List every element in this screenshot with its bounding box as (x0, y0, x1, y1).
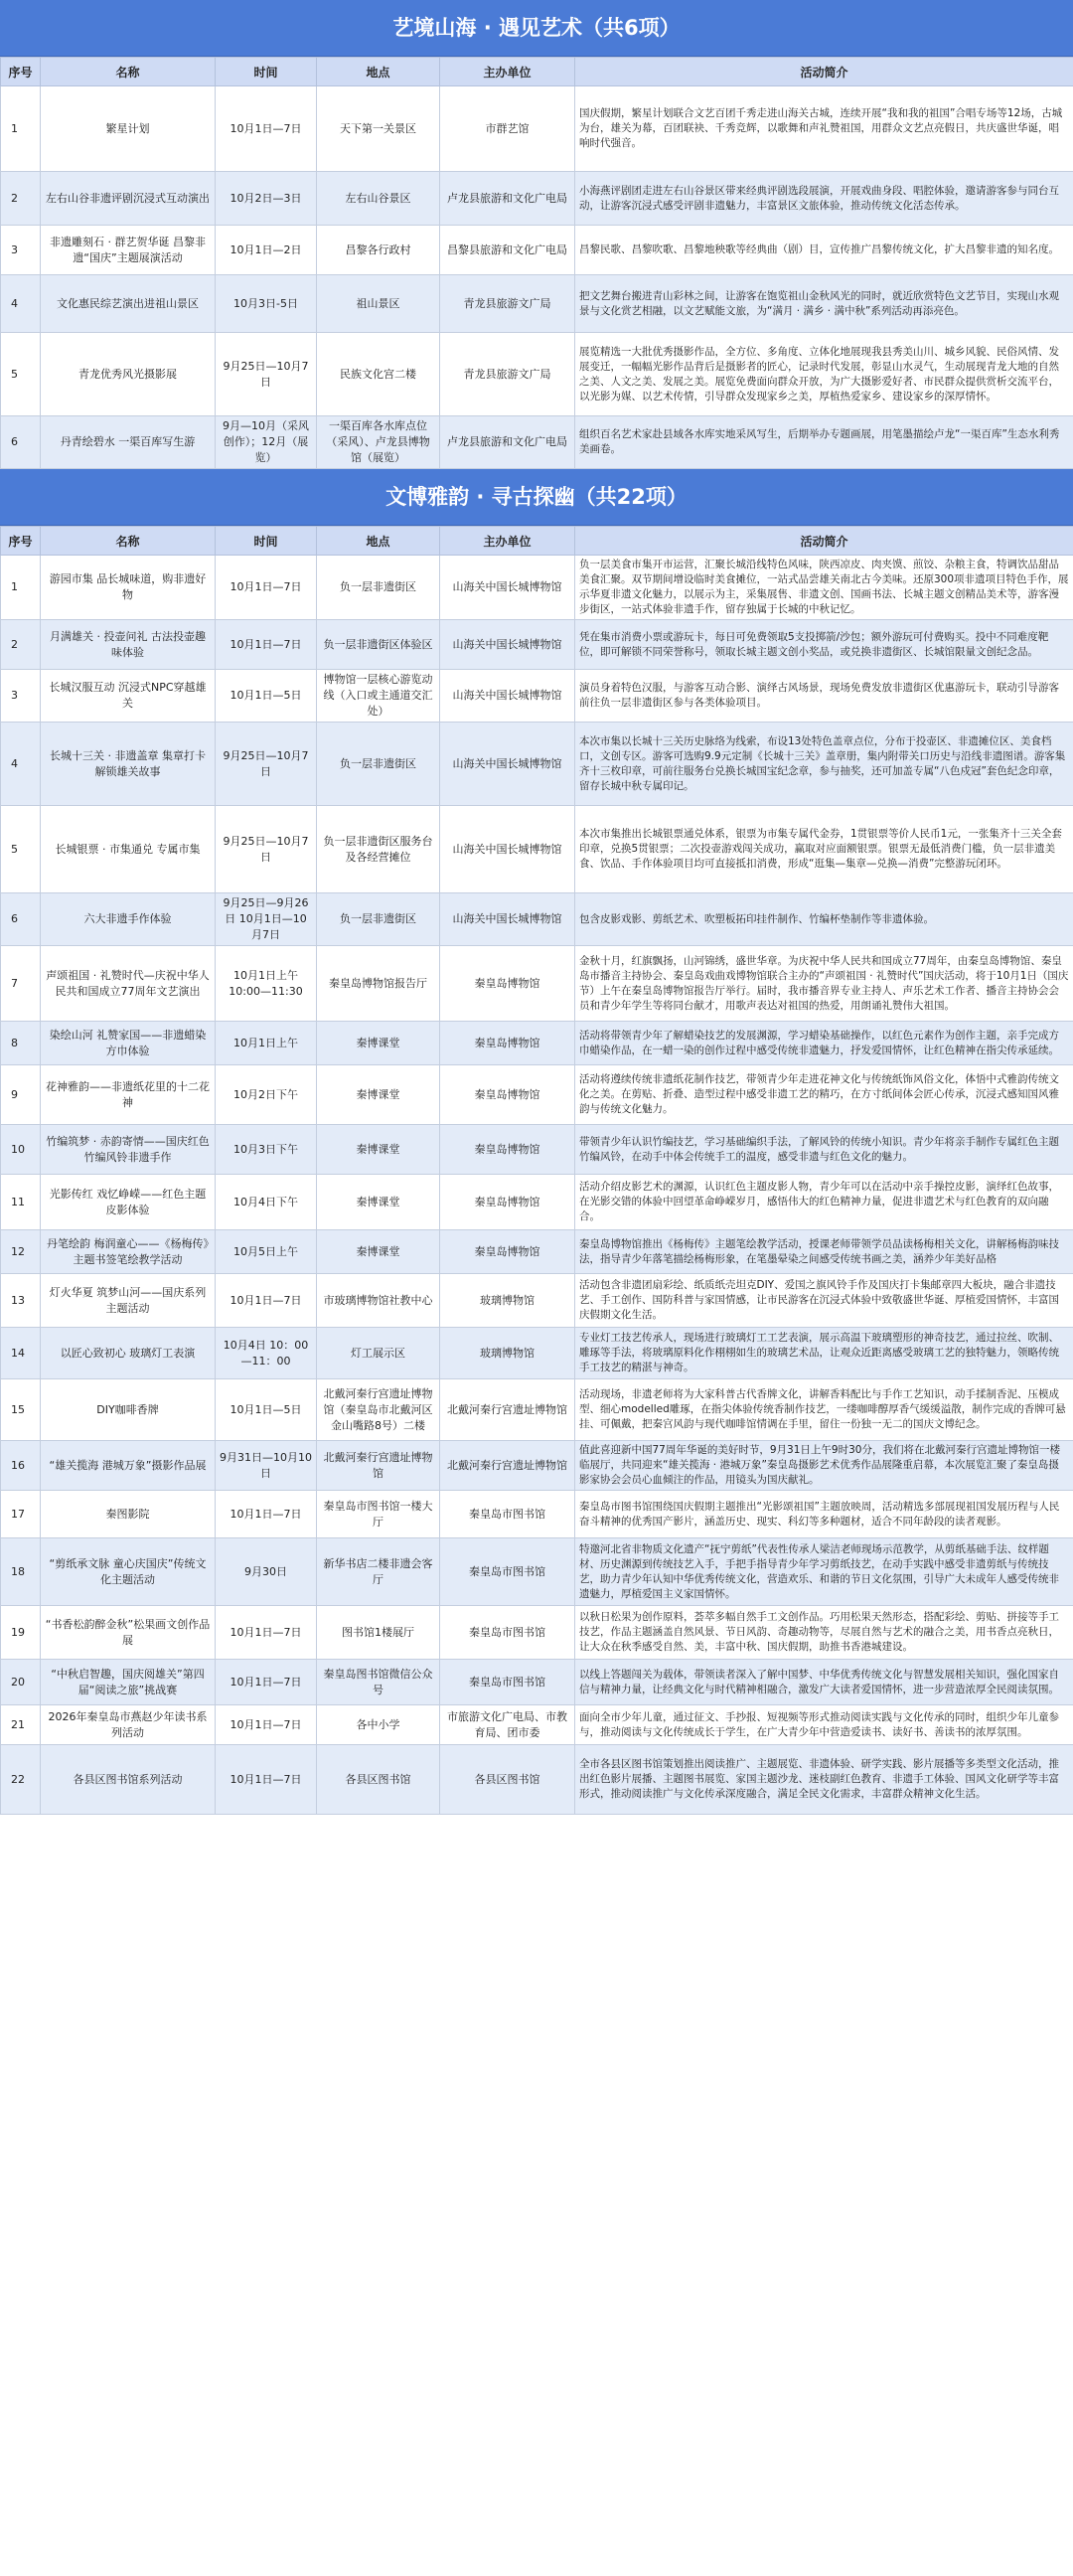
table-row (1, 1022, 1073, 1065)
table-row (1, 226, 1073, 275)
cell-index: 10 (1, 1125, 41, 1175)
cell-organizer: 山海关中国长城博物馆 (440, 893, 575, 946)
table-row (1, 1491, 1073, 1538)
cell-index: 5 (1, 806, 41, 893)
cell-name: 秦图影院 (41, 1491, 216, 1538)
table-row (1, 1274, 1073, 1328)
table-row (1, 1175, 1073, 1230)
cell-time: 10月1日—7日 (216, 1660, 317, 1705)
table-row (1, 1606, 1073, 1660)
cell-index: 4 (1, 275, 41, 333)
cell-time: 9月25日—10月7日 (216, 723, 317, 806)
cell-venue: 秦博课堂 (317, 1022, 440, 1065)
cell-name: “剪纸承文脉 童心庆国庆”传统文化主题活动 (41, 1538, 216, 1606)
cell-organizer: 秦皇岛博物馆 (440, 1230, 575, 1274)
cell-index: 3 (1, 226, 41, 275)
cell-index: 8 (1, 1022, 41, 1065)
table-row (1, 1538, 1073, 1606)
table-row (1, 333, 1073, 416)
cell-index: 2 (1, 172, 41, 226)
cell-time: 10月1日—7日 (216, 1491, 317, 1538)
cell-description: 活动现场，非遗老师将为大家科普古代香牌文化，讲解香料配比与手作工艺知识，动手揉制香泥、压模成型、细心modelled雕琢，在指尖体验传统香制作技艺，一缕咖啡醇厚香气缓缓溢散，制作完成的香牌可悬挂、可佩戴，把秦宫风韵与现代咖啡馆情调在手里，留住一份独一无二的国庆文博纪念。 (575, 1379, 1073, 1441)
cell-organizer: 秦皇岛市图书馆 (440, 1660, 575, 1705)
cell-name: 丹青绘碧水 一渠百库写生游 (41, 416, 216, 469)
cell-description: 活动将遵续传统非遗纸花制作技艺，带领青少年走进花神文化与传统纸饰风俗文化，体悟中式雅韵传统文化之美。在剪贴、折叠、造型过程中感受非遗工艺的精巧，在方寸纸间体会匠心传承，沉浸式感知国风雅韵与传统文化魅力。 (575, 1065, 1073, 1125)
cell-time: 10月3日下午 (216, 1125, 317, 1175)
cell-time: 10月1日上午 (216, 1022, 317, 1065)
cell-name: 染绘山河 礼赞家国——非遗蜡染方巾体验 (41, 1022, 216, 1065)
table-row (1, 670, 1073, 723)
cell-organizer: 山海关中国长城博物馆 (440, 723, 575, 806)
section-2-title: 文博雅韵 · 寻古探幽（共22项） (0, 469, 1073, 526)
cell-description: 全市各县区图书馆策划推出阅读推广、主题展览、非遗体验、研学实践、影片展播等多类型文化活动，推出红色影片展播、主题图书展览、家国主题沙龙、迷枝副红色教育、非遗手工体验、国风文化研学等丰富形式，推动阅读推广与文化传承深度融合，满足全民文化需求，丰富群众精神文化生活。 (575, 1745, 1073, 1815)
cell-name: “中秋启智趣，国庆阅雄关”第四届“阅读之旅”挑战赛 (41, 1660, 216, 1705)
cell-index: 1 (1, 556, 41, 620)
col-index-header: 序号 (1, 58, 41, 86)
col-name-header: 名称 (41, 58, 216, 86)
table-row (1, 1230, 1073, 1274)
cell-name: 青龙优秀风光摄影展 (41, 333, 216, 416)
cell-time: 10月4日 10：00—11：00 (216, 1328, 317, 1379)
cell-description: 活动包含非遗团扇彩绘、纸质纸壳坦克DIY、爱国之旗风铃手作及国庆打卡集邮章四大板块，融合非遗技艺、手工创作、国防科普与家国情感，让市民游客在沉浸式体验中致敬盛世华诞、厚植爱国情怀，丰富国庆假期文化生活。 (575, 1274, 1073, 1328)
col-organizer-header: 主办单位 (440, 58, 575, 86)
cell-description: 国庆假期，繁星计划联合文艺百团千秀走进山海关古城，连续开展“我和我的祖国”合唱专场等12场，古城为台，雄关为幕，百团联袂、千秀竞辉，以歌舞和声礼赞祖国，用群众文艺点亮假日，共庆盛世华诞，唱响时代强音。 (575, 86, 1073, 172)
cell-organizer: 山海关中国长城博物馆 (440, 556, 575, 620)
cell-organizer: 秦皇岛市图书馆 (440, 1606, 575, 1660)
cell-description: 组织百名艺术家赴县域各水库实地采风写生，后期举办专题画展，用笔墨描绘卢龙“一渠百库”生态水利秀美画卷。 (575, 416, 1073, 469)
table-row (1, 1125, 1073, 1175)
cell-organizer: 各县区图书馆 (440, 1745, 575, 1815)
cell-name: 六大非遗手作体验 (41, 893, 216, 946)
cell-index: 3 (1, 670, 41, 723)
cell-index: 12 (1, 1230, 41, 1274)
cell-index: 6 (1, 893, 41, 946)
cell-description: 把文艺舞台搬进青山彩林之间，让游客在饱览祖山金秋风光的同时，就近欣赏特色文艺节目，实现山水观景与文化赏艺相融，以文艺赋能文旅，为“满月 · 满乡 · 满中秋”系列活动再添亮色。 (575, 275, 1073, 333)
cell-index: 18 (1, 1538, 41, 1606)
cell-organizer: 北戴河秦行宫遗址博物馆 (440, 1379, 575, 1441)
cell-venue: 博物馆一层核心游览动线（入口或主通道交汇处） (317, 670, 440, 723)
cell-description: 负一层美食市集开市运营，汇聚长城沿线特色风味，陕西凉皮、肉夹馍、煎饺、杂粮主食，特调饮品甜品美食汇聚。双节期间增设临时美食摊位，一站式品尝雄关南北古今美味。还原300项非遗项目特色手作，展示华夏非遗文化魅力，以展示为主，采集展售、非遗文创、国画书法、长城主题文创精品美术等，游客漫步街区，一站式体验非遗手作，留存独属于长城的中秋记忆。 (575, 556, 1073, 620)
cell-organizer: 玻璃博物馆 (440, 1328, 575, 1379)
cell-organizer: 秦皇岛博物馆 (440, 1022, 575, 1065)
cell-organizer: 山海关中国长城博物馆 (440, 806, 575, 893)
cell-description: 带领青少年认识竹编技艺，学习基础编织手法，了解风铃的传统小知识。青少年将亲手制作专属红色主题竹编风铃，在动手中体会传统手工的温度，感受非遗与红色文化的魅力。 (575, 1125, 1073, 1175)
table-row (1, 620, 1073, 670)
table-row (1, 416, 1073, 469)
section-1-title: 艺境山海 · 遇见艺术（共6项） (0, 0, 1073, 57)
col-name-header: 名称 (41, 527, 216, 556)
cell-time: 9月30日 (216, 1538, 317, 1606)
cell-organizer: 卢龙县旅游和文化广电局 (440, 172, 575, 226)
cell-description: 以秋日松果为创作原料，荟萃多幅自然手工文创作品。巧用松果天然形态，搭配彩绘、剪贴、拼接等手工技艺，作品主题涵盖自然风景、节日风韵、奇趣动物等，尽展自然与艺术的融合之美，用书香点亮秋日，让大众在秋季感受自然、美，丰富中秋、国庆假期，助推书香港城建设。 (575, 1606, 1073, 1660)
cell-index: 4 (1, 723, 41, 806)
table-row (1, 86, 1073, 172)
cell-description: 本次市集以长城十三关历史脉络为线索，布设13处特色盖章点位，分布于投壶区、非遗摊位区、美食档口，文创专区。游客可选购9.9元定制《长城十三关》盖章册，集内附带关口历史与沿线非遗图谱。游客集齐十三枚印章，可前往服务台兑换长城国宝纪念章，参与抽奖，还可加盖专属“八色戍冠”套色纪念印章，留存长城中秋专属印记。 (575, 723, 1073, 806)
cell-description: 秦皇岛市图书馆围绕国庆假期主题推出“光影颂祖国”主题放映周，活动精选多部展现祖国发展历程与人民奋斗精神的优秀国产影片，涵盖历史、现实、科幻等多种题材，适合不同年龄段的读者观影。 (575, 1491, 1073, 1538)
cell-organizer: 昌黎县旅游和文化广电局 (440, 226, 575, 275)
cell-organizer: 山海关中国长城博物馆 (440, 620, 575, 670)
table-row (1, 946, 1073, 1022)
cell-name: 光影传红 戏忆峥嵘——红色主题皮影体验 (41, 1175, 216, 1230)
cell-organizer: 北戴河秦行宫遗址博物馆 (440, 1441, 575, 1491)
cell-organizer: 秦皇岛博物馆 (440, 1175, 575, 1230)
cell-venue: 祖山景区 (317, 275, 440, 333)
cell-organizer: 市旅游文化广电局、市教育局、团市委 (440, 1705, 575, 1745)
cell-time: 9月25日—10月7日 (216, 333, 317, 416)
cell-venue: 民族文化宫二楼 (317, 333, 440, 416)
cell-index: 1 (1, 86, 41, 172)
table-row (1, 556, 1073, 620)
cell-time: 10月1日—7日 (216, 1745, 317, 1815)
cell-venue: 天下第一关景区 (317, 86, 440, 172)
cell-name: 各县区图书馆系列活动 (41, 1745, 216, 1815)
cell-index: 21 (1, 1705, 41, 1745)
cell-time: 10月2日下午 (216, 1065, 317, 1125)
cell-index: 15 (1, 1379, 41, 1441)
cell-time: 10月1日—5日 (216, 1379, 317, 1441)
table-row (1, 893, 1073, 946)
table-row (1, 1065, 1073, 1125)
cell-name: 左右山谷非遗评剧沉浸式互动演出 (41, 172, 216, 226)
section-2-header-row (1, 527, 1073, 556)
cell-time: 10月5日上午 (216, 1230, 317, 1274)
cell-index: 11 (1, 1175, 41, 1230)
cell-name: 花神雅韵——非遗纸花里的十二花神 (41, 1065, 216, 1125)
table-row (1, 1660, 1073, 1705)
cell-venue: 负一层非遗街区服务台及各经营摊位 (317, 806, 440, 893)
cell-organizer: 青龙县旅游文广局 (440, 275, 575, 333)
cell-venue: 北戴河秦行宫遗址博物馆 (317, 1441, 440, 1491)
cell-description: 凭在集市消费小票或游玩卡，每日可免费领取5支投掷箭/沙包；额外游玩可付费购买。投中不同难度靶位，即可解锁不同荣誉称号，领取长城主题文创小奖品，或兑换非遗街区、长城馆限量文创纪念品。 (575, 620, 1073, 670)
cell-venue: 左右山谷景区 (317, 172, 440, 226)
cell-venue: 一渠百库各水库点位（采风）、卢龙县博物馆（展览） (317, 416, 440, 469)
section-1-header-row (1, 58, 1073, 86)
cell-index: 2 (1, 620, 41, 670)
cell-name: “雄关揽海 港城万象”摄影作品展 (41, 1441, 216, 1491)
cell-description: 专业灯工技艺传承人，现场进行玻璃灯工工艺表演，展示高温下玻璃塑形的神奇技艺，通过拉丝、吹制、雕琢等手法，将玻璃原料化作栩栩如生的玻璃艺术品，让观众近距离感受玻璃工艺的独特魅力，领略传统手工技艺的精湛与神奇。 (575, 1328, 1073, 1379)
cell-description: 展览精选一大批优秀摄影作品，全方位、多角度、立体化地展现我县秀美山川、城乡风貌、民俗风情、发展变迁，一幅幅光影作品背后是摄影者的匠心，记录时代发展，彰显山水灵气，生动展现青龙大地的自然之美、人文之美、发展之美。展览免费面向群众开放，为广大摄影爱好者、市民群众提供赏析交流平台，以光影为媒、以艺术传情，引导群众发现家乡之美，厚植热爱家乡、建设家乡的深厚情怀。 (575, 333, 1073, 416)
table-row (1, 723, 1073, 806)
cell-venue: 秦博课堂 (317, 1175, 440, 1230)
cell-name: 长城银票 · 市集通兑 专属市集 (41, 806, 216, 893)
cell-venue: 北戴河秦行宫遗址博物馆（秦皇岛市北戴河区金山嘴路8号）二楼 (317, 1379, 440, 1441)
cell-description: 小海燕评剧团走进左右山谷景区带来经典评剧选段展演，开展戏曲身段、唱腔体验，邀请游客参与同台互动，让游客沉浸式感受评剧非遗魅力，丰富景区文旅体验，推动传统文化活态传承。 (575, 172, 1073, 226)
cell-time: 10月2日—3日 (216, 172, 317, 226)
cell-organizer: 卢龙县旅游和文化广电局 (440, 416, 575, 469)
cell-index: 22 (1, 1745, 41, 1815)
cell-name: 文化惠民综艺演出进祖山景区 (41, 275, 216, 333)
col-desc-header: 活动简介 (575, 58, 1073, 86)
col-time-header: 时间 (216, 527, 317, 556)
cell-time: 10月3日-5日 (216, 275, 317, 333)
cell-index: 9 (1, 1065, 41, 1125)
cell-name: 长城汉服互动 沉浸式NPC穿越雄关 (41, 670, 216, 723)
cell-index: 14 (1, 1328, 41, 1379)
cell-venue: 负一层非遗街区体验区 (317, 620, 440, 670)
cell-time: 9月31日—10月10日 (216, 1441, 317, 1491)
cell-name: DIY咖啡香牌 (41, 1379, 216, 1441)
cell-venue: 图书馆1楼展厅 (317, 1606, 440, 1660)
col-index-header: 序号 (1, 527, 41, 556)
table-row (1, 1441, 1073, 1491)
cell-venue: 各中小学 (317, 1705, 440, 1745)
cell-description: 以线上答题闯关为载体，带领读者深入了解中国梦、中华优秀传统文化与智慧发展相关知识，强化国家自信与精神力量，让经典文化与时代精神相融合，激发广大读者爱国情怀，进一步营造浓厚全民阅读氛围。 (575, 1660, 1073, 1705)
cell-name: 非遗雕刻石 · 群艺贺华诞 昌黎非遗“国庆”主题展演活动 (41, 226, 216, 275)
cell-name: 以匠心致初心 玻璃灯工表演 (41, 1328, 216, 1379)
cell-venue: 秦博课堂 (317, 1230, 440, 1274)
cell-description: 本次市集推出长城银票通兑体系，银票为市集专属代金券，1贯银票等价人民币1元，一张集齐十三关全套印章，兑换5贯银票；二次投壶游戏闯关成功，赢取对应面额银票。银票无最低消费门槛，负一层非遗美食、饮品、手作体验项目均可直接抵扣消费，形成“逛集—集章—兑换—消费”完整游玩闭环。 (575, 806, 1073, 893)
col-venue-header: 地点 (317, 58, 440, 86)
cell-description: 特邀河北省非物质文化遗产“抚宁剪纸”代表性传承人梁洁老师现场示范教学，从剪纸基础手法、纹样题材、历史渊源到传统技艺入手，手把手指导青少年学习剪纸技艺，在动手实践中感受非遗剪纸与传统技艺，助力青少年认知中华优秀传统文化，营造欢乐、和谐的节日文化氛围，引导广大未成年人感受传统非遗魅力，厚植爱国主义家国情怀。 (575, 1538, 1073, 1606)
cell-description: 秦皇岛博物馆推出《杨梅传》主题笔绘教学活动，授课老师带领学员品读杨梅相关文化，讲解杨梅韵味技法，指导青少年落笔描绘杨梅形象，在笔墨晕染之间感受传统书画之美，涵养少年美好品格 (575, 1230, 1073, 1274)
cell-venue: 负一层非遗街区 (317, 723, 440, 806)
cell-name: 丹笔绘韵 梅润童心——《杨梅传》主题书签笔绘教学活动 (41, 1230, 216, 1274)
cell-venue: 秦皇岛博物馆报告厅 (317, 946, 440, 1022)
cell-venue: 秦皇岛市图书馆一楼大厅 (317, 1491, 440, 1538)
cell-time: 10月1日—2日 (216, 226, 317, 275)
cell-time: 10月1日—5日 (216, 670, 317, 723)
cell-index: 16 (1, 1441, 41, 1491)
cell-description: 活动介绍皮影艺术的渊源，认识红色主题皮影人物，青少年可以在活动中亲手操控皮影，演绎红色故事，在光影交错的体验中回望革命峥嵘岁月，感悟伟大的红色精神力量，促进非遗艺术与红色教育的双向融合。 (575, 1175, 1073, 1230)
cell-time: 10月1日—7日 (216, 1705, 317, 1745)
cell-organizer: 青龙县旅游文广局 (440, 333, 575, 416)
cell-time: 10月1日上午 10:00—11:30 (216, 946, 317, 1022)
col-organizer-header: 主办单位 (440, 527, 575, 556)
cell-time: 9月25日—10月7日 (216, 806, 317, 893)
cell-venue: 负一层非遗街区 (317, 893, 440, 946)
cell-organizer: 秦皇岛博物馆 (440, 946, 575, 1022)
cell-time: 9月—10月（采风创作）；12月（展览） (216, 416, 317, 469)
cell-description: 金秋十月，红旗飘扬，山河锦绣，盛世华章。为庆祝中华人民共和国成立77周年，由秦皇岛博物馆、秦皇岛市播音主持协会、秦皇岛戏曲戏博物馆联合主办的“声颂祖国 · 礼赞时代”国庆活动，将于10月1日（国庆节）上午在秦皇岛博物馆报告厅举行。届时，我市播音界专业主持人、声乐艺术工作者、播音主持协会会员和青少年学生等将同台献才，用歌声表达对祖国的热爱，用朗诵礼赞伟大祖国。 (575, 946, 1073, 1022)
cell-venue: 秦皇岛图书馆微信公众号 (317, 1660, 440, 1705)
cell-venue: 新华书店二楼非遗会客厅 (317, 1538, 440, 1606)
col-venue-header: 地点 (317, 527, 440, 556)
cell-organizer: 秦皇岛博物馆 (440, 1065, 575, 1125)
cell-name: 月满雄关 · 投壶问礼 古法投壶趣味体验 (41, 620, 216, 670)
cell-time: 10月1日—7日 (216, 556, 317, 620)
table-row (1, 1379, 1073, 1441)
cell-index: 17 (1, 1491, 41, 1538)
cell-organizer: 玻璃博物馆 (440, 1274, 575, 1328)
cell-name: 游园市集 品长城味道，购非遗好物 (41, 556, 216, 620)
cell-description: 昌黎民歌、昌黎吹歌、昌黎地秧歌等经典曲（剧）目，宣传推广昌黎传统文化，扩大昌黎非遗的知名度。 (575, 226, 1073, 275)
cell-description: 活动将带领青少年了解蜡染技艺的发展渊源，学习蜡染基础操作，以红色元素作为创作主题，亲手完成方巾蜡染作品，在一蜡一染的创作过程中感受传统非遗魅力，抒发爱国情怀，让红色精神在指尖传承延续。 (575, 1022, 1073, 1065)
cell-name: 声颂祖国 · 礼赞时代—庆祝中华人民共和国成立77周年文艺演出 (41, 946, 216, 1022)
cell-venue: 各县区图书馆 (317, 1745, 440, 1815)
cell-description: 值此喜迎新中国77周年华诞的美好时节，9月31日上午9时30分，我们将在北戴河秦行宫遗址博物馆一楼临展厅，共同迎来“雄关揽海 · 港城万象”秦皇岛摄影艺术优秀作品展隆重启幕，本次展览汇聚了秦皇岛摄影家协会会员心血倾注的作品，用镜头为国庆献礼。 (575, 1441, 1073, 1491)
cell-description: 面向全市少年儿童，通过征文、手抄报、短视频等形式推动阅读实践与文化传承的同时，组织少年儿童参与，推动阅读与文化传统成长于学生，在广大青少年中营造爱读书、读好书、善读书的浓厚氛围。 (575, 1705, 1073, 1745)
cell-name: 2026年秦皇岛市燕赵少年读书系列活动 (41, 1705, 216, 1745)
col-time-header: 时间 (216, 58, 317, 86)
cell-time: 10月1日—7日 (216, 86, 317, 172)
cell-index: 20 (1, 1660, 41, 1705)
cell-time: 10月1日—7日 (216, 620, 317, 670)
cell-name: “书香松韵醉金秋”松果画文创作品展 (41, 1606, 216, 1660)
table-row (1, 275, 1073, 333)
cell-venue: 秦博课堂 (317, 1065, 440, 1125)
table-row (1, 1328, 1073, 1379)
cell-name: 长城十三关 · 非遗盖章 集章打卡解锁雄关故事 (41, 723, 216, 806)
cell-organizer: 秦皇岛市图书馆 (440, 1538, 575, 1606)
cell-venue: 市玻璃博物馆社教中心 (317, 1274, 440, 1328)
cell-index: 13 (1, 1274, 41, 1328)
cell-index: 7 (1, 946, 41, 1022)
cell-time: 10月1日—7日 (216, 1274, 317, 1328)
cell-time: 10月1日—7日 (216, 1606, 317, 1660)
cell-organizer: 秦皇岛博物馆 (440, 1125, 575, 1175)
cell-venue: 负一层非遗街区 (317, 556, 440, 620)
cell-description: 演员身着特色汉服，与游客互动合影、演绎古风场景，现场免费发放非遗街区优惠游玩卡，联动引导游客前往负一层非遗街区参与各类体验项目。 (575, 670, 1073, 723)
cell-description: 包含皮影戏影、剪纸艺术、吹塑板拓印挂件制作、竹编杯垫制作等非遗体验。 (575, 893, 1073, 946)
cell-index: 19 (1, 1606, 41, 1660)
cell-name: 竹编筑梦 · 赤韵寄情——国庆红色竹编风铃非遗手作 (41, 1125, 216, 1175)
cell-time: 9月25日—9月26日 10月1日—10月7日 (216, 893, 317, 946)
cell-time: 10月4日下午 (216, 1175, 317, 1230)
cell-venue: 灯工展示区 (317, 1328, 440, 1379)
cell-name: 繁星计划 (41, 86, 216, 172)
cell-organizer: 秦皇岛市图书馆 (440, 1491, 575, 1538)
table-row (1, 1705, 1073, 1745)
cell-name: 灯火华夏 筑梦山河——国庆系列主题活动 (41, 1274, 216, 1328)
cell-venue: 秦博课堂 (317, 1125, 440, 1175)
cell-organizer: 市群艺馆 (440, 86, 575, 172)
col-desc-header: 活动简介 (575, 527, 1073, 556)
table-row (1, 172, 1073, 226)
cell-index: 6 (1, 416, 41, 469)
cell-index: 5 (1, 333, 41, 416)
cell-venue: 昌黎各行政村 (317, 226, 440, 275)
section-1-table (0, 57, 1073, 469)
cell-organizer: 山海关中国长城博物馆 (440, 670, 575, 723)
table-row (1, 1745, 1073, 1815)
table-row (1, 806, 1073, 893)
section-2-table (0, 526, 1073, 1815)
